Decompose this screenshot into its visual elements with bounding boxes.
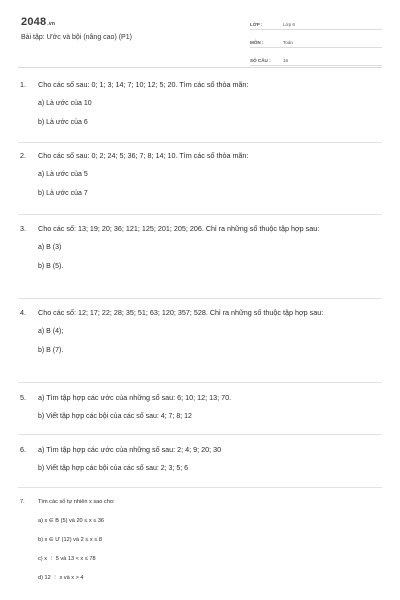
sub-item: d) 12 ⋮ x và x > 4 (38, 575, 84, 581)
question-7: 7. Tìm các số tự nhiên x sao cho: a) x ∈ B (5) và 20 ≤ x ≤ 36 b) x ∈ Ư (12) và 2 ≤ x ≤ 8 c) x ⋮ 5 và 13 < x ≤ 78 d) 12 ⋮ x và x > 4 (20, 497, 384, 583)
sub-item: b) B (5). (38, 263, 64, 270)
sub-item: b) Viết tập hợp các bội của các số sau: 2; 3; 5; 6 (38, 465, 188, 472)
sub-item: a) B (3) (38, 244, 62, 251)
sub-item: b) Là ước của 6 (38, 119, 88, 126)
question-5: 5. a) Tìm tập hợp các ước của những số sau: 6; 10; 12; 13; 70. b) Viết tập hợp các bội của các số sau: 4; 7; 8; 12 (20, 393, 384, 422)
sub-item: a) x ∈ B (5) và 20 ≤ x ≤ 36 (38, 518, 105, 524)
meta-panel (250, 16, 382, 70)
question-6: 6. a) Tìm tập hợp các ước của những số sau: 2; 4; 9; 20; 30 b) Viết tập hợp các bội của các số sau: 2; 3; 5; 6 (20, 445, 384, 474)
meta-row-count: SỐ CÂU : 16 (250, 52, 382, 66)
meta-row-subject: MÔN : Toán (250, 34, 382, 48)
question-2: 2. Cho các số sau: 0; 2; 24; 5; 36; 7; 8; 14; 10. Tìm các số thỏa mãn: a) Là ước của 5 b) Là ước của 7 (20, 151, 384, 199)
sub-item: b) x ∈ Ư (12) và 2 ≤ x ≤ 8 (38, 537, 102, 543)
sub-item: b) Là ước của 7 (38, 190, 88, 197)
divider (18, 434, 382, 435)
logo: 2048.vn (21, 16, 56, 28)
divider (18, 382, 382, 383)
sub-item: b) Viết tập hợp các bội của các số sau: 4; 7; 8; 12 (38, 413, 192, 420)
question-1: 1. Cho các số sau: 0; 1; 3; 14; 7; 10; 12; 5; 20. Tìm các số thỏa mãn: a) Là ước của 10 b) Là ước của 6 (20, 80, 384, 128)
sub-item: a) Là ước của 5 (38, 171, 88, 178)
divider (18, 214, 382, 215)
sub-item: c) x ⋮ 5 và 13 < x ≤ 78 (38, 556, 96, 562)
sub-item: a) Là ước của 10 (38, 100, 92, 107)
question-3: 3. Cho các số: 13; 19; 20; 36; 121; 125; 201; 205; 206. Chỉ ra những số thuộc tập hợp sau: a) B (3) b) B (5). (20, 224, 384, 272)
header-divider (18, 67, 382, 68)
divider (18, 298, 382, 299)
sub-item: b) B (7). (38, 347, 64, 354)
page-title: Bài tập: Ước và bội (nâng cao) (P1) (21, 34, 132, 41)
question-4: 4. Cho các số: 12; 17; 22; 28; 35; 51; 63; 120; 357; 528. Chỉ ra những số thuộc tập hợp sau: a) B (4); b) B (7). (20, 308, 384, 356)
meta-row-class: LỚP : Lớp 6 (250, 16, 382, 30)
divider (18, 487, 382, 488)
divider (18, 142, 382, 143)
sub-item: a) B (4); (38, 328, 64, 335)
